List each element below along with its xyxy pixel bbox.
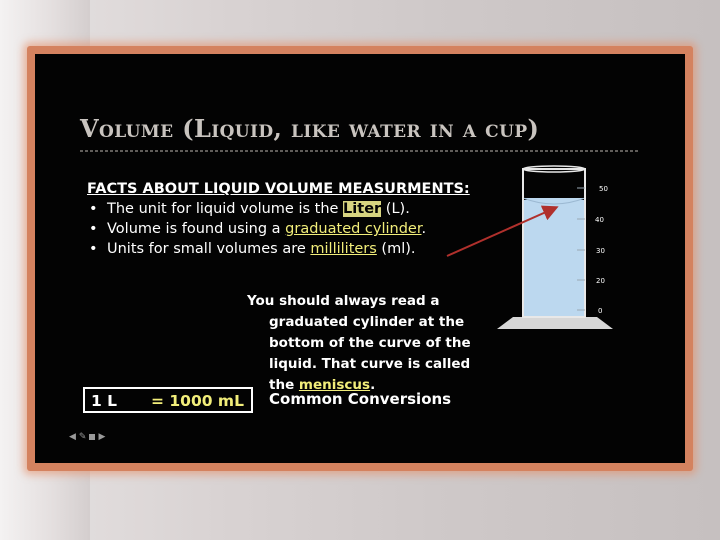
- note-line-3: bottom of the curve of the: [269, 335, 471, 351]
- title-underline: [80, 150, 640, 152]
- fact-item-milliliters: • Units for small volumes are milliliters (ml).: [87, 239, 470, 259]
- facts-block: [87, 179, 470, 259]
- scale-label-20: 20: [596, 277, 605, 285]
- fact-item-liter: • The unit for liquid volume is the Liter (L).: [87, 199, 470, 219]
- note-line-5: the meniscus.: [269, 377, 376, 393]
- note-line-2: graduated cylinder at the: [269, 314, 465, 330]
- highlight-milliliters: milliliters: [310, 241, 377, 257]
- meniscus-note: [247, 291, 471, 396]
- scale-label-50: 50: [599, 185, 608, 193]
- facts-title: FACTS ABOUT LIQUID VOLUME MEASURMENTS:: [87, 181, 470, 197]
- slide-frame: [27, 46, 693, 471]
- slide-title: Volume (Liquid, like water in a cup): [80, 114, 540, 143]
- conversion-right: = 1000 mL: [151, 392, 244, 410]
- scale-label-0: 0: [598, 307, 603, 315]
- graduated-cylinder-graphic: [485, 164, 625, 334]
- highlight-liter: Liter: [343, 201, 382, 217]
- scale-label-30: 30: [596, 247, 605, 255]
- square-icon[interactable]: [89, 434, 95, 440]
- conversion-label: Common Conversions: [269, 390, 452, 408]
- facts-list: [87, 199, 470, 259]
- pen-icon[interactable]: ✎: [78, 431, 87, 441]
- arrow-left-icon[interactable]: ◀: [69, 431, 76, 441]
- slide-nav-controls: [69, 431, 105, 442]
- highlight-graduated-cylinder: graduated cylinder: [285, 221, 422, 237]
- slide: [35, 54, 685, 463]
- fact-item-cylinder: • Volume is found using a graduated cylinder.: [87, 219, 470, 239]
- note-line-1: You should always read a: [247, 293, 440, 309]
- cylinder-water: [523, 200, 585, 317]
- cylinder-base: [497, 317, 613, 329]
- arrow-right-icon[interactable]: ▶: [98, 431, 106, 441]
- highlight-meniscus: meniscus: [298, 377, 371, 393]
- conversion-box: [83, 387, 253, 413]
- note-line-4: liquid. That curve is called: [269, 356, 471, 372]
- conversion-left: 1 L: [91, 392, 118, 410]
- scale-label-40: 40: [595, 216, 604, 224]
